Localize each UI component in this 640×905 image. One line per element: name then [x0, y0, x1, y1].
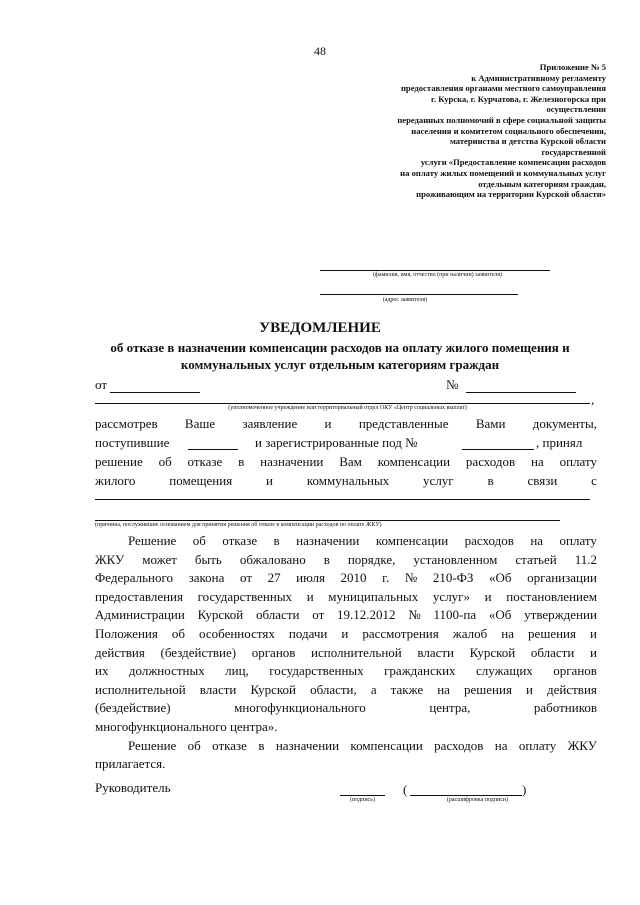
reasons-caption: (причины, послужившие основанием для принятия решения об отказе в компенсации расходов по оплате ЖКУ)	[95, 522, 382, 528]
paragraph-word: жалоб	[452, 625, 488, 641]
paragraph-word: рассмотрения	[362, 625, 439, 641]
appendix-line: населения и комитетом социального обеспечения,	[411, 125, 606, 136]
paragraph-word: №	[404, 570, 418, 586]
paragraph-word: органов	[553, 663, 597, 679]
body-word: заявление	[242, 416, 298, 431]
paragraph-word: оплату	[559, 533, 597, 548]
paragraph-line	[95, 662, 597, 681]
body-word: Вам	[339, 454, 362, 469]
paragraph-word: может	[142, 551, 177, 567]
body-word: на	[531, 454, 544, 469]
paragraph-word: установленном	[413, 551, 498, 567]
paragraph-word: утверждении	[524, 607, 597, 623]
paragraph-word: органов	[251, 644, 296, 660]
paragraph-word: обжаловано	[239, 551, 306, 567]
applicant-name-caption: (фамилия, имя, отчество (при наличии) заявителя)	[372, 272, 503, 278]
body-word: жилого	[95, 473, 136, 488]
paragraph-word: оплату	[518, 737, 557, 753]
paragraph-word: работников	[533, 700, 597, 716]
appendix-line: на оплату жилых помещений и коммунальных услуг	[400, 167, 606, 178]
body-word: Вами	[475, 416, 506, 431]
paragraph-word: государственных	[197, 588, 293, 604]
paragraph-word: Администрации	[95, 607, 185, 623]
paragraph-word: в	[258, 737, 265, 753]
paragraph-word: и	[306, 588, 314, 604]
applicant-address-line	[320, 294, 518, 295]
paragraph-word: назначении	[275, 737, 340, 753]
paragraph-line	[95, 755, 597, 774]
body-word: документы,	[532, 416, 597, 431]
number-field[interactable]	[466, 392, 576, 393]
paragraph-word: отказе	[212, 737, 247, 753]
paragraph-line	[95, 681, 597, 700]
paragraph-word: г.	[382, 570, 390, 586]
paragraph-word: назначении	[296, 533, 360, 548]
reason-field-line-2[interactable]	[95, 520, 560, 521]
paragraph-word: власти	[417, 644, 455, 660]
paragraph-word: (бездействие)	[95, 700, 171, 716]
body-line-2-b: и зарегистрированные под №	[255, 435, 418, 450]
paragraph-word: отказе	[222, 533, 258, 548]
date-field[interactable]	[110, 392, 200, 393]
paragraph-word: компенсации	[375, 533, 449, 548]
paragraph-line	[95, 606, 597, 625]
paragraph-line	[95, 718, 597, 737]
from-label: от	[95, 377, 108, 392]
paragraph-line	[95, 569, 597, 588]
paragraph-word: расходов	[434, 737, 484, 753]
paragraph-word: расходов	[464, 533, 514, 548]
paragraph-word: действия	[95, 644, 145, 660]
paragraph-word: власти	[199, 681, 237, 697]
paragraph-word: Положения	[95, 625, 158, 641]
body-word: компенсации	[377, 454, 451, 469]
paragraph-word: Курской	[197, 607, 244, 623]
paragraph-word: области,	[310, 681, 357, 697]
body-line-3	[95, 454, 597, 470]
paragraph-word: 11.2	[574, 551, 597, 567]
paragraph-word: исполнительной	[95, 681, 186, 697]
signature-decoding-field[interactable]	[410, 795, 522, 796]
paragraph-word: порядке,	[347, 551, 396, 567]
paragraph-word: подачи	[288, 625, 328, 641]
appendix-line: осуществлении	[546, 104, 606, 115]
paragraph-line	[95, 625, 597, 644]
paragraph-word: закона	[188, 570, 225, 586]
paragraph-word: особенностях	[199, 625, 275, 641]
paragraph-word: на	[437, 681, 450, 697]
paragraph-line	[95, 588, 597, 607]
body-line-2-c: , принял	[536, 435, 583, 450]
paragraph-word: предоставления	[95, 588, 183, 604]
appendix-line: г. Курска, г. Курчатова, г. Железногорска при	[431, 93, 606, 104]
paragraph-word: статьей	[515, 551, 557, 567]
paragraph-word: Решение	[128, 737, 177, 753]
page-number: 48	[314, 44, 326, 58]
appendix-line: переданных полномочий в сфере социальной защиты	[397, 114, 606, 125]
paragraph-word: об	[171, 625, 186, 641]
paragraph-line	[95, 551, 597, 570]
paragraph-word: «Об	[489, 570, 512, 586]
paragraph-word: должностных	[128, 663, 205, 679]
paragraph-word: и	[526, 681, 533, 697]
appendix-header	[306, 62, 606, 200]
paragraph-line	[95, 737, 597, 756]
body-word: связи	[527, 473, 558, 488]
paragraph-word: исполнительной	[311, 644, 402, 660]
paragraph-word: постановлением	[506, 588, 597, 604]
applicant-name-line	[320, 270, 550, 271]
paragraph-word: служащих	[475, 663, 533, 679]
body-line-1	[95, 416, 597, 432]
body-word: представленные	[358, 416, 449, 431]
paragraph-word: от	[239, 570, 252, 586]
paragraph-word: ЖКУ	[567, 737, 597, 753]
paragraph-word: «Об	[488, 607, 512, 623]
appendix-line: государственной	[541, 146, 606, 157]
paragraph-word: также	[390, 681, 424, 697]
institution-comma: ,	[591, 392, 595, 407]
signature-caption: (подпись)	[350, 797, 375, 803]
paragraph-word: и	[590, 625, 597, 641]
close-paren: )	[522, 782, 527, 797]
number-label: №	[446, 377, 459, 392]
paragraph-word: (бездействие)	[160, 644, 237, 660]
appendix-line: материнства и детства Курской области	[449, 136, 606, 147]
body-word: в	[487, 473, 494, 488]
paragraph-word: 27	[267, 570, 281, 586]
appeal-paragraph	[95, 532, 597, 774]
paragraph-word: организации	[527, 570, 597, 586]
institution-caption: (уполномоченное учреждение или территориальный отдел ОКУ «Центр социальных выплат)	[228, 405, 467, 411]
paragraph-line	[95, 532, 597, 551]
paragraph-word: в	[323, 551, 330, 567]
appendix-line: отдельным категориям граждан,	[478, 178, 606, 189]
signature-field[interactable]	[340, 795, 385, 796]
paragraph-word: решения	[464, 681, 512, 697]
applicant-address-caption: (адрес заявителя)	[382, 297, 428, 303]
paragraph-word: прилагается.	[95, 756, 166, 772]
paragraph-word: Решение	[128, 533, 177, 548]
appendix-line: услуги «Предоставление компенсации расходов	[420, 157, 606, 168]
body-word: и	[266, 473, 274, 488]
body-word: помещения	[169, 473, 233, 488]
paragraph-word: №	[408, 607, 421, 623]
paragraph-word: многофункционального	[234, 700, 366, 716]
paragraph-word: государственных	[269, 663, 364, 679]
paragraph-word: компенсации	[350, 737, 423, 753]
paragraph-word: области	[256, 607, 300, 623]
paragraph-word: лиц,	[225, 663, 249, 679]
decoding-caption: (расшифровка подписи)	[446, 797, 509, 803]
body-line-2-a: поступившие	[95, 435, 170, 450]
body-word: назначении	[260, 454, 324, 469]
appendix-line: к Административному регламенту	[471, 72, 606, 83]
paragraph-word: области	[530, 644, 575, 660]
body-word: рассмотрев	[95, 416, 158, 431]
paragraph-word: и	[484, 588, 492, 604]
reason-field-line-1[interactable]	[95, 499, 590, 500]
paragraph-word: 1100-па	[433, 607, 477, 623]
body-word: и	[324, 416, 332, 431]
paragraph-word: от	[312, 607, 325, 623]
appendix-line: Приложение № 5	[539, 62, 606, 72]
paragraph-word: гражданских	[384, 663, 456, 679]
paragraph-word: 2010	[340, 570, 367, 586]
head-label: Руководитель	[95, 780, 171, 795]
paragraph-word: Федерального	[95, 570, 174, 586]
body-word: в	[238, 454, 245, 469]
paragraph-word: и	[589, 644, 597, 660]
body-line-4	[95, 473, 597, 489]
paragraph-word: решения	[528, 625, 576, 641]
paragraph-word: об	[192, 533, 206, 548]
paragraph-word: на	[494, 737, 508, 753]
body-word: с	[591, 473, 597, 488]
paragraph-word: центра,	[429, 700, 471, 716]
paragraph-word: на	[501, 625, 515, 641]
appendix-line: предоставления органами местного самоуправления	[400, 83, 606, 94]
body-word: оплату	[559, 454, 597, 469]
body-word: решение	[95, 454, 143, 469]
body-word: об	[158, 454, 172, 469]
paragraph-word: Курской	[250, 681, 297, 697]
paragraph-word: в	[273, 533, 280, 548]
paragraph-word: муниципальных	[328, 588, 419, 604]
paragraph-word: Курской	[469, 644, 516, 660]
appendix-line: проживающим на территории Курской области»	[416, 189, 606, 200]
paragraph-word: их	[95, 663, 109, 679]
paragraph-line	[95, 644, 597, 663]
paragraph-word: услуг»	[432, 588, 471, 604]
paragraph-word: 19.12.2012	[337, 607, 396, 623]
paragraph-word: июля	[296, 570, 325, 586]
notice-title: УВЕДОМЛЕНИЕ	[259, 320, 381, 336]
paragraph-word: и	[341, 625, 349, 641]
received-date-field[interactable]	[188, 449, 238, 450]
notice-subtitle: об отказе в назначении компенсации расходов на оплату жилого помещения и коммунальных услуг отдельным категориям граждан	[110, 340, 570, 372]
institution-field[interactable]	[95, 403, 590, 404]
open-paren: (	[403, 782, 408, 797]
paragraph-word: 210-ФЗ	[432, 570, 474, 586]
paragraph-word: на	[530, 533, 544, 548]
registration-number-field[interactable]	[462, 449, 534, 450]
paragraph-word: действия	[547, 681, 597, 697]
paragraph-word: ЖКУ	[95, 551, 125, 567]
body-word: Ваше	[184, 416, 216, 431]
paragraph-word: а	[370, 681, 377, 697]
paragraph-word: многофункционального центра».	[95, 718, 278, 734]
body-word: услуг	[423, 473, 454, 488]
paragraph-word: об	[187, 737, 201, 753]
paragraph-line	[95, 699, 597, 718]
body-word: отказе	[187, 454, 223, 469]
body-word: расходов	[465, 454, 516, 469]
paragraph-word: быть	[194, 551, 222, 567]
body-word: коммунальных	[306, 473, 390, 488]
